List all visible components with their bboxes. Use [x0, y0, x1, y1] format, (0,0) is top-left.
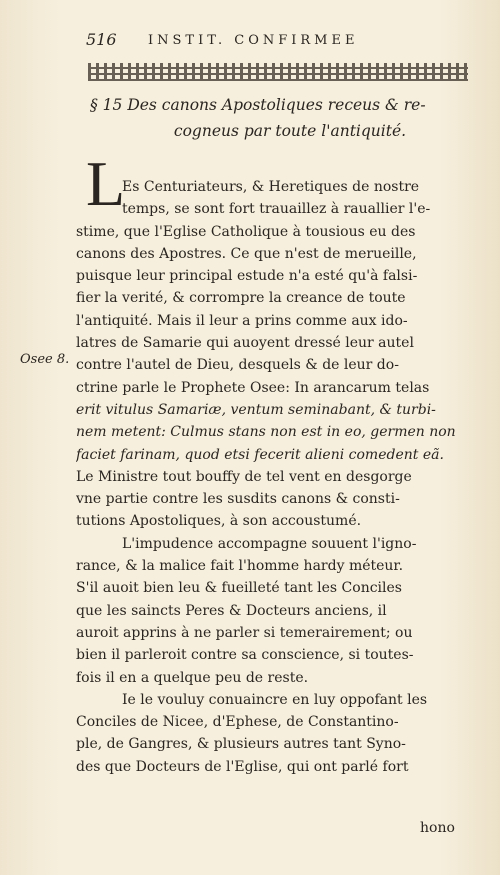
text-line: l'antiquité. Mais il leur a prins comme aux ido- [76, 312, 408, 329]
ornamental-band [88, 63, 468, 81]
text-line: puisque leur principal estude n'a esté qu'à falsi- [76, 268, 418, 285]
text-line: stime, que l'Eglise Catholique à tousious eu des [76, 223, 416, 240]
text-line: ple, de Gangres, & plusieurs autres tant Syno- [76, 736, 406, 753]
text-line: auroit apprins à ne parler si temerairement; ou [76, 624, 413, 641]
text-line: que les saincts Peres & Docteurs anciens, il [76, 602, 387, 619]
text-line: tutions Apostoliques, à son accoustumé. [76, 513, 362, 530]
text-line: rance, & la malice fait l'homme hardy méteur. [76, 558, 404, 575]
text-line: Le Ministre tout bouffy de tel vent en desgorge [76, 468, 412, 485]
text-line: nem metent: Culmus stans non est in eo, germen non [76, 424, 456, 441]
text-line: fois il en a quelque peu de reste. [76, 669, 309, 686]
drop-cap: L [86, 148, 126, 219]
text-line: fier la verité, & corrompre la creance de toute [76, 290, 406, 307]
margin-note: Osee 8. [20, 352, 70, 367]
text-line: L'impudence accompagne souuent l'igno- [122, 535, 417, 552]
body-text [76, 176, 470, 778]
text-line: faciet farinam, quod etsi fecerit alieni comedent eã. [76, 446, 444, 463]
text-line: Conciles de Nicee, d'Ephese, de Constantino- [76, 714, 399, 731]
catchword: hono [420, 820, 455, 836]
text-line: S'il auoit bien leu & fueilleté tant les Conciles [76, 580, 402, 597]
section-heading [90, 92, 470, 144]
text-line: Es Centuriateurs, & Heretiques de nostre [122, 179, 420, 195]
section-heading-line-2: cogneus par toute l'antiquité. [173, 122, 407, 140]
text-line: temps, se sont fort trauaillez à rauallier l'e- [122, 201, 431, 218]
text-line: bien il parleroit contre sa conscience, si toutes- [76, 647, 414, 664]
text-line: erit vitulus Samariæ, ventum seminabant, & turbi- [76, 401, 436, 418]
text-line: des que Docteurs de l'Eglise, qui ont parlé fort [76, 758, 409, 775]
text-line: contre l'autel de Dieu, desquels & de leur do- [76, 357, 399, 374]
running-title: INSTIT. CONFIRMEE [148, 33, 359, 48]
section-heading-line-1: § 15 Des canons Apostoliques receus & re- [90, 96, 426, 114]
text-line: Ie le vouluy conuaincre en luy oppofant les [122, 691, 428, 708]
text-line: vne partie contre les susdits canons & consti- [76, 491, 400, 508]
text-line: latres de Samarie qui auoyent dressé leur autel [76, 335, 414, 352]
text-line: ctrine parle le Prophete Osee: In arancarum telas [76, 379, 430, 396]
text-line: canons des Apostres. Ce que n'est de merueille, [76, 245, 417, 262]
page-number: 516 [86, 30, 117, 49]
